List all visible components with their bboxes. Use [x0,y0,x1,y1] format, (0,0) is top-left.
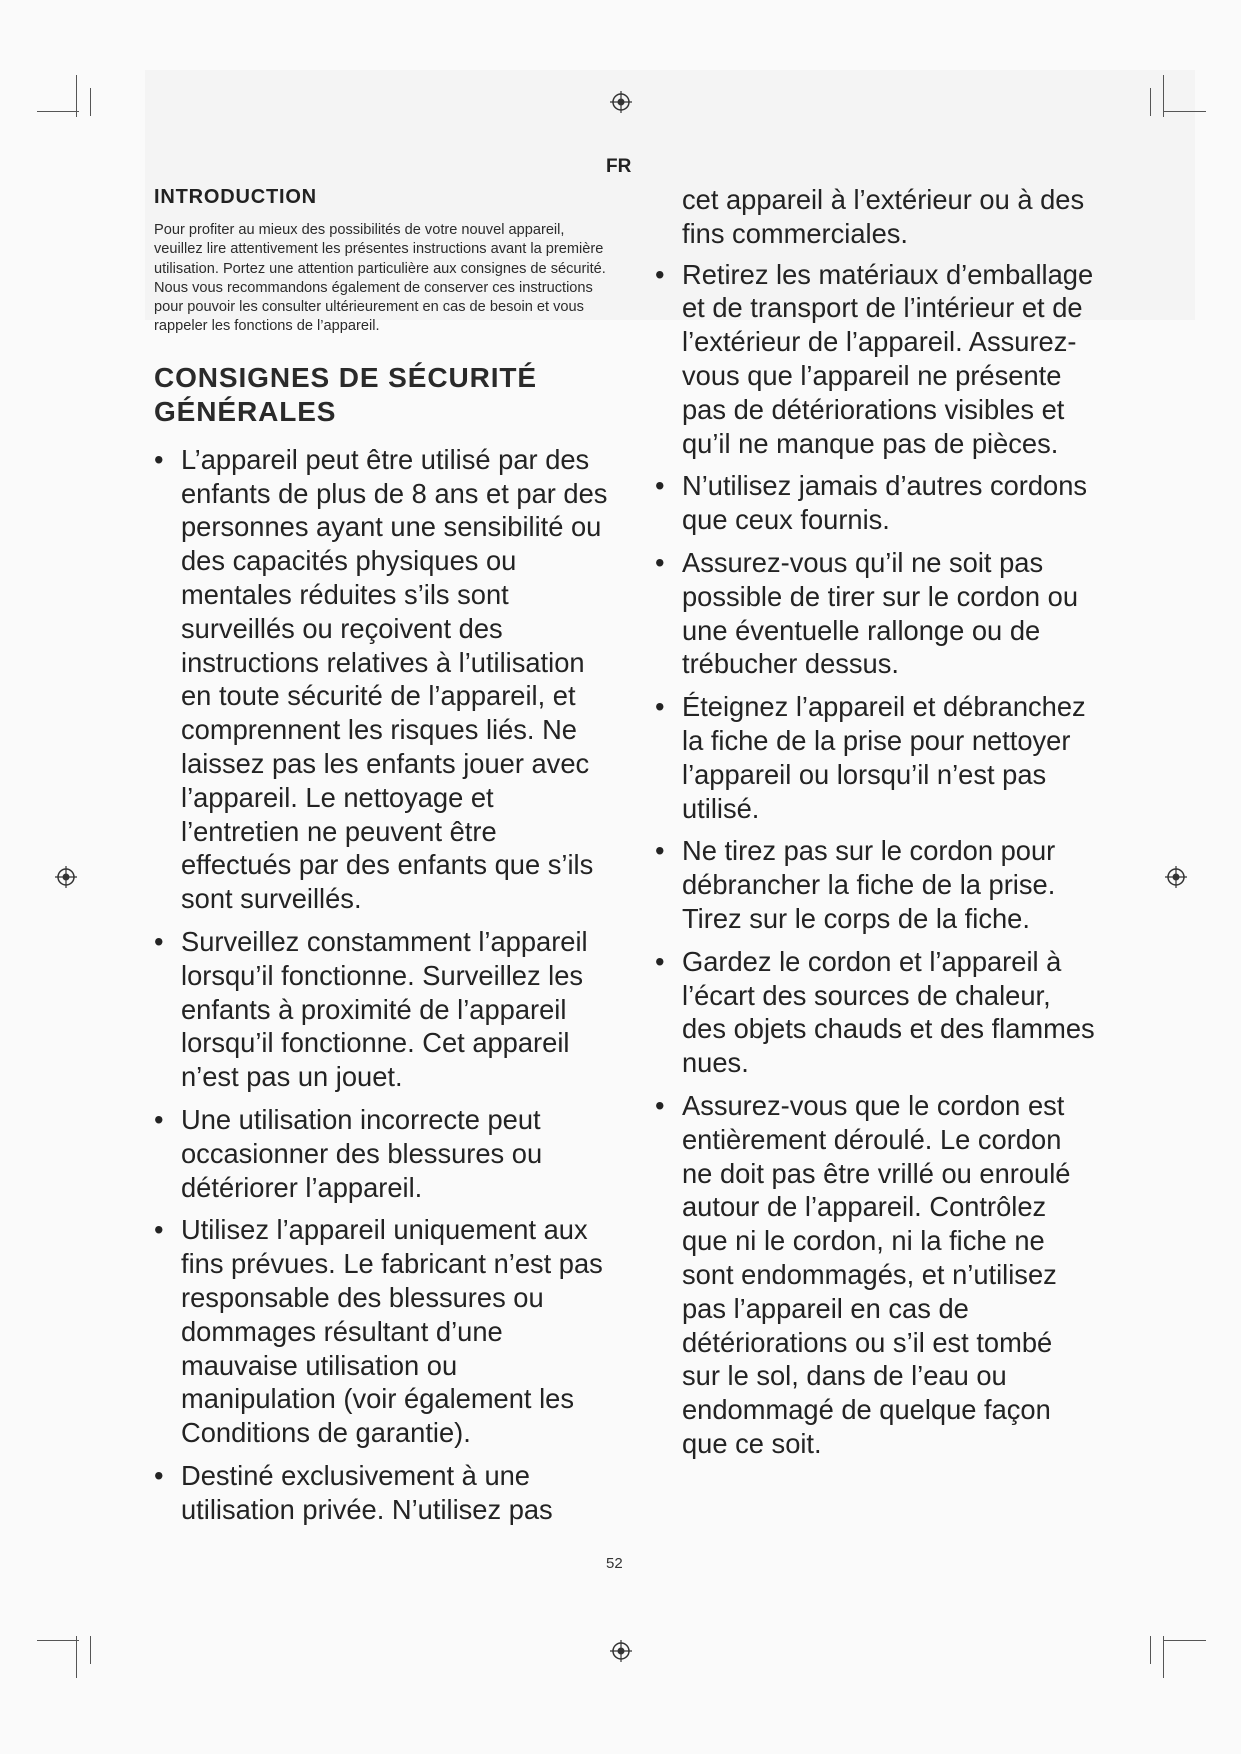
safety-list-right [655,258,1095,1461]
intro-heading: INTRODUCTION [154,186,317,208]
list-item: • Éteignez l’appareil et débranchez la fiche de la prise pour nettoyer l’appareil ou lorsqu’il n’est pas utilisé. [655,690,1095,825]
list-item: • Surveillez constamment l’appareil lorsqu’il fonctionne. Surveillez les enfants à proximité de l’appareil lorsqu’il fonctionne. Cet appareil n’est pas un jouet. [154,925,614,1094]
crop-mark [1150,1636,1151,1664]
list-item: • N’utilisez jamais d’autres cordons que ceux fournis. [655,469,1095,537]
intro-paragraph: Pour profiter au mieux des possibilités de votre nouvel appareil, veuillez lire attentivement les présentes instructions avant la première utilisation. Portez une attention particulière aux consignes de sécurité. Nous vous recommandons également de conserver ces instructions pour pouvoir les consulter ultérieurement en cas de besoin et vous rappeler les fonctions de l’appareil. [154,222,606,335]
crop-mark [37,1640,79,1641]
list-item: • Ne tirez pas sur le cordon pour débrancher la fiche de la prise. Tirez sur le corps de la fiche. [655,834,1095,935]
safety-heading-line: GÉNÉRALES [154,395,337,427]
crop-mark [1150,88,1151,116]
list-item: • Gardez le cordon et l’appareil à l’écart des sources de chaleur, des objets chauds et des flammes nues. [655,945,1095,1080]
list-item: • Retirez les matériaux d’emballage et de transport de l’intérieur et de l’extérieur de l’appareil. Assurez-vous que l’appareil ne présente pas de détériorations visibles et qu’il ne manque pas de pièces. [655,258,1095,461]
safety-heading [154,361,614,429]
page-number: 52 [606,1555,623,1572]
right-column [655,183,1095,1470]
registration-mark-icon [1165,866,1187,888]
registration-mark-icon [610,1640,632,1662]
list-item: • Utilisez l’appareil uniquement aux fins prévues. Le fabricant n’est pas responsable des blessures ou dommages résultant d’une mauvaise utilisation ou manipulation (voir également les Conditions de garantie). [154,1213,614,1450]
left-column [154,186,614,1535]
list-item: • L’appareil peut être utilisé par des enfants de plus de 8 ans et par des personnes ayant une sensibilité ou des capacités physiques ou mentales réduites s’ils sont surveillés ou reçoivent des instructions relatives à l’utilisation en toute sécurité de l’appareil, et comprennent les risques liés. Ne laissez pas les enfants jouer avec l’appareil. Le nettoyage et l’entretien ne peuvent être effectués par des enfants que s’ils sont surveillés. [154,443,614,916]
crop-mark [1164,1640,1206,1641]
crop-mark [37,111,79,112]
crop-mark [1163,75,1164,117]
list-item: • Assurez-vous que le cordon est entièrement déroulé. Le cordon ne doit pas être vrillé ou enroulé autour de l’appareil. Contrôlez que ni le cordon, ni la fiche ne sont endommagés, et n’utilisez pas l’appareil en cas de détériorations ou s’il est tombé sur le sol, dans de l’eau ou endommagé de quelque façon que ce soit. [655,1089,1095,1461]
crop-mark [90,88,91,116]
crop-mark [76,75,77,117]
list-item: • Destiné exclusivement à une utilisation privée. N’utilisez pas [154,1459,614,1527]
crop-mark [1163,1636,1164,1678]
safety-heading-line: CONSIGNES DE SÉCURITÉ [154,361,537,393]
list-item-continuation: cet appareil à l’extérieur ou à des fins commerciales. [682,184,1085,249]
crop-mark [76,1636,77,1678]
safety-list-left [154,443,614,1527]
list-item: • Une utilisation incorrecte peut occasionner des blessures ou détériorer l’appareil. [154,1103,614,1204]
language-label: FR [606,156,632,177]
registration-mark-icon [55,866,77,888]
crop-mark [90,1636,91,1664]
list-item: • Assurez-vous qu’il ne soit pas possible de tirer sur le cordon ou une éventuelle rallonge ou de trébucher dessus. [655,546,1095,681]
registration-mark-icon [610,91,632,113]
crop-mark [1164,111,1206,112]
